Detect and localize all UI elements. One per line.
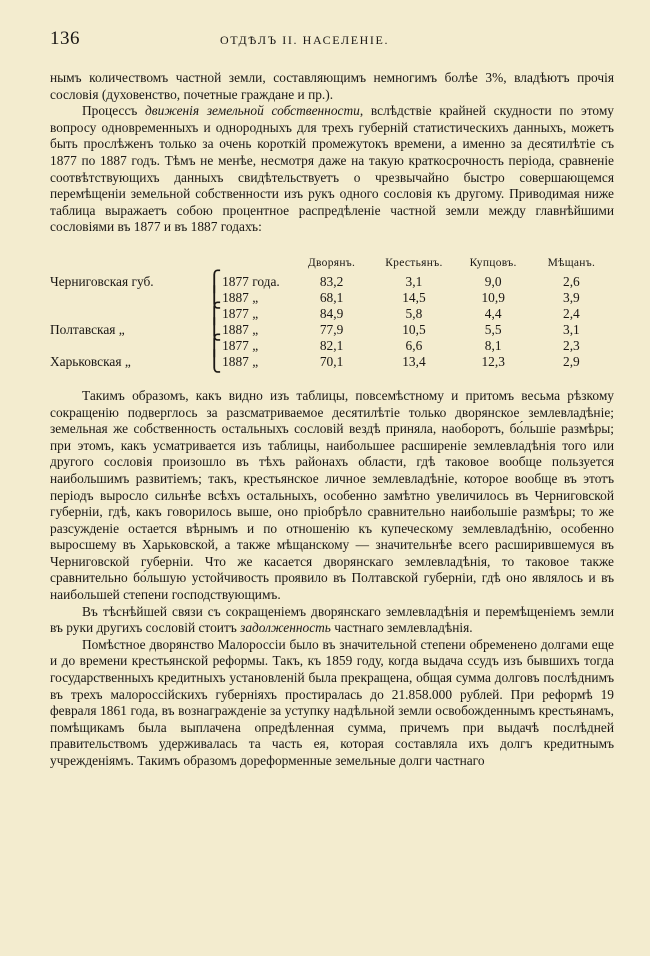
year-value: 1887	[222, 353, 249, 369]
paragraph-nobility-debts: Помѣстное дворянство Малороссіи было въ значительной степени обременено долгами еще и до времени крестьянской реформы. Такъ, къ 1859 году, когда выдача ссудъ изъ бывшихъ тогда государственныхъ кредитныхъ установленій была прекращена, общая сумма долговъ послѣднимъ въ трехъ малороссійскихъ губерніяхъ простиралась до 21.858.000 рублей. При реформѣ 19 февраля 1861 года, въ вознагражденіе за уступку надѣльной земли освобожденнымъ крестьянамъ, помѣщикамъ была выплачена опредѣленная сумма, причемъ при выдачѣ послѣдней правительствомъ удерживалась та часть ея, которая составляла ихъ долгъ кредитнымъ учрежденіямъ. Такимъ образомъ дореформенные земельные долги частнаго	[50, 636, 614, 768]
table-row	[50, 354, 610, 370]
year-suffix: „	[252, 289, 259, 305]
paragraph-indebtedness	[50, 604, 614, 637]
column-header-peasants: Крестьянъ.	[385, 256, 443, 269]
column-header-nobility: Дворянъ.	[307, 256, 356, 269]
brace-cell: ⎩	[206, 286, 222, 309]
value-cell: 2,9	[563, 353, 580, 369]
value-cell: 12,3	[481, 353, 505, 369]
value-cell: 6,6	[405, 337, 423, 353]
paragraph-text: частнаго землевладѣнія.	[330, 620, 473, 636]
value-cell: 3,9	[563, 289, 580, 305]
year-suffix: „	[252, 321, 259, 337]
year-value: 1877	[222, 273, 249, 289]
value-cell: 68,1	[319, 289, 344, 305]
value-cell: 9,0	[484, 273, 502, 289]
value-cell: 2,4	[563, 305, 580, 321]
value-cell: 13,4	[402, 353, 426, 369]
value-cell: 83,2	[319, 273, 344, 289]
brace-cell: ⎧	[206, 270, 222, 293]
value-cell: 3,1	[563, 321, 580, 337]
province-cell: Черниговская губ.	[50, 273, 154, 289]
value-cell: 82,1	[319, 337, 344, 353]
table-row	[50, 274, 610, 290]
value-cell: 5,8	[405, 305, 423, 321]
year-suffix: года.	[252, 273, 280, 289]
year-value: 1877	[222, 337, 249, 353]
table-row	[50, 338, 610, 354]
year-cell	[222, 306, 289, 322]
paragraph-land-movement	[50, 103, 614, 236]
brace-cell: ⎧	[206, 334, 222, 357]
province-cell	[50, 338, 206, 354]
value-cell: 4,4	[484, 305, 502, 321]
year-cell	[222, 322, 289, 338]
paragraph-conclusion: Такимъ образомъ, какъ видно изъ таблицы, повсемѣстному и притомъ весьма рѣзкому сокращенію подверглось за разсматриваемое десятилѣтіе только дворянское землевладѣніе; земельная же собственность остальныхъ сословій вездѣ приняла, наоборотъ, бо́льшіе размѣры; при этомъ, какъ усматривается изъ таблицы, наибольшее расширеніе землевладѣнія того или другого сословія произошло въ тѣхъ районахъ области, гдѣ таковое вообще пользуется наибольшимъ развитіемъ; такъ, крестьянское личное землевладѣніе, которое вообще въ этотъ періодъ выросло сильнѣе всѣхъ остальныхъ, особенно замѣтно увеличилось въ Черниговской губерніи, гдѣ, какъ говорилось выше, оно пріобрѣло сравнительно наибольшіе размѣры; то же разсужденіе остается вѣрнымъ и по отношенію къ купеческому землевладѣнію, особенно выросшему въ Харьковской, а также мѣщанскому — значительнѣе всего расширившемуся въ Черниговской губерніи. Что же касается дворянскаго землевладѣнія, то таковое также сравнительно бо́льшую устойчивость проявило въ Полтавской губерніи, гдѣ оно являлось и въ наибольшей степени господствующимъ.	[50, 387, 614, 603]
value-cell: 3,1	[405, 273, 423, 289]
table-row	[50, 322, 610, 338]
year-cell	[222, 354, 289, 370]
year-cell	[222, 338, 289, 354]
province-cell: Харьковская „	[50, 353, 131, 369]
column-header-townsfolk: Мѣщанъ.	[547, 256, 596, 269]
paragraph-text: , вслѣдствіе крайней скудности по этому вопросу одновременныхъ и однородныхъ для трехъ губерній статистическихъ данныхъ, можетъ быть прослѣженъ только за очень короткій промежутокъ времени, а именно за десятилѣтіе съ 1877 по 1887 годъ. Тѣмъ не менѣе, несмотря даже на такую краткосрочность періода, сравненіе соотвѣтствующихъ данныхъ свидѣтельствуетъ о чрезвычайно быстро совершающемся перемѣщеніи земельной собственности изъ рукъ одного сословія къ другому. Приводимая ниже таблица выражаетъ собою процентное распредѣленіе частной земли между главнѣйшими сословіями въ 1877 и въ 1887 годахъ:	[50, 103, 615, 235]
value-cell: 2,3	[563, 337, 580, 353]
value-cell: 5,5	[484, 321, 502, 337]
page-header	[50, 28, 614, 54]
year-value: 1887	[222, 289, 249, 305]
province-cell: Полтавская „	[50, 321, 125, 337]
table-header-row	[50, 251, 610, 274]
land-distribution-table	[50, 251, 610, 373]
paragraph-continuation: нымъ количествомъ частной земли, составляющимъ немногимъ болѣе 3%, владѣютъ прочія сословія (духовенство, почетные граждане и пр.).	[50, 70, 614, 102]
value-cell: 70,1	[319, 353, 344, 369]
value-cell: 77,9	[319, 321, 344, 337]
year-cell	[222, 290, 289, 306]
brace-cell: ⎩	[206, 318, 222, 341]
value-cell: 8,1	[484, 337, 502, 353]
province-cell	[50, 306, 206, 322]
table-row	[50, 306, 610, 322]
value-cell: 14,5	[402, 289, 426, 305]
table-row	[50, 290, 610, 306]
emphasis-text: движенія земельной собственности	[145, 103, 360, 119]
value-cell: 10,9	[481, 289, 505, 305]
year-suffix: „	[252, 337, 259, 353]
year-cell	[222, 274, 289, 290]
body-text	[50, 70, 614, 770]
year-value: 1887	[222, 321, 249, 337]
emphasis-text: задолженность	[240, 620, 331, 636]
brace-cell: ⎩	[206, 350, 222, 373]
year-suffix: „	[252, 305, 259, 321]
year-value: 1877	[222, 305, 249, 321]
column-header-merchants: Купцовъ.	[469, 256, 517, 269]
province-cell	[50, 290, 206, 306]
brace-cell: ⎧	[206, 302, 222, 325]
table-body	[50, 270, 610, 373]
land-distribution-table-wrap	[50, 251, 614, 373]
year-suffix: „	[252, 353, 259, 369]
running-head: ОТДѢЛЪ II. НАСЕЛЕНІЕ.	[220, 33, 390, 47]
value-cell: 10,5	[402, 321, 426, 337]
paragraph-text: Процессъ	[82, 103, 146, 119]
paragraph-text: Въ тѣснѣйшей связи съ сокращеніемъ дворянскаго землевладѣнія и перемѣщеніемъ земли въ руки другихъ сословій стоитъ	[50, 603, 614, 636]
value-cell: 84,9	[319, 305, 344, 321]
value-cell: 2,6	[563, 273, 580, 289]
page-number: 136	[50, 28, 80, 49]
